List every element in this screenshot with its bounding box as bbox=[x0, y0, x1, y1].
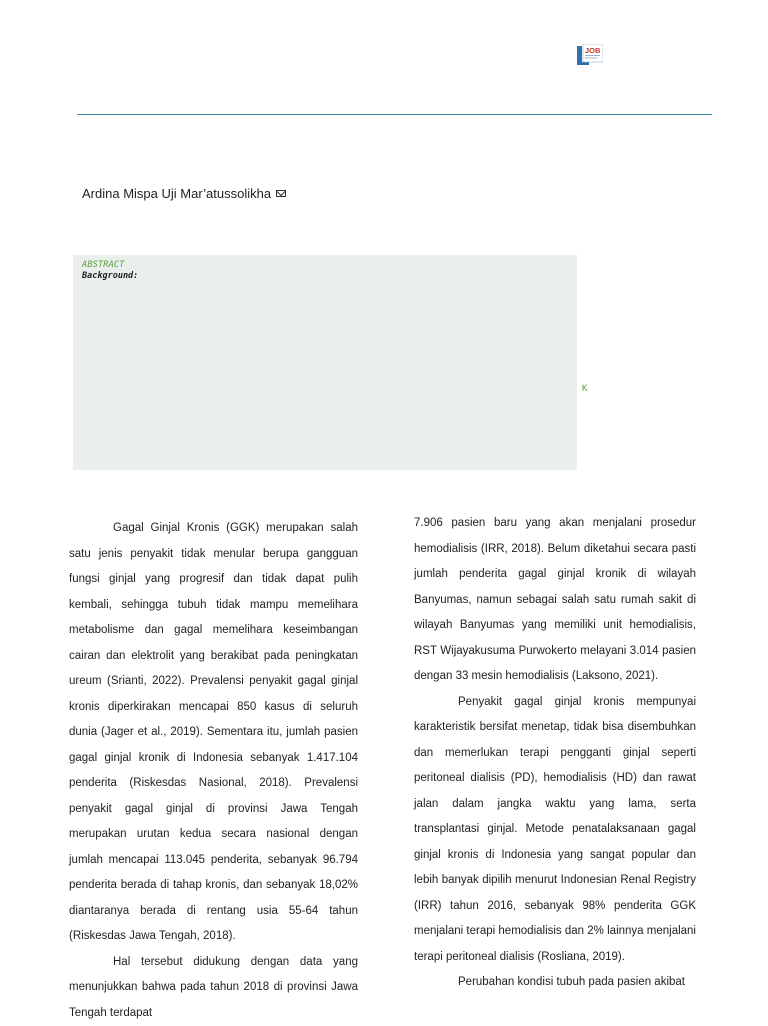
mail-icon[interactable] bbox=[276, 190, 286, 197]
paragraph: Penyakit gagal ginjal kronis mempunyai karakteristik bersifat menetap, tidak bisa disembuhkan dan memerlukan terapi pengganti ginjal seperti peritoneal dialisis (PD), hemodialisis (HD) dan rawat jalan dalam jangka waktu yang lama, serta transplantasi ginjal. Metode penatalaksanaan gagal ginjal kronis di Indonesia yang sangat popular dan lebih banyak dipilih menurut Indonesian Renal Registry (IRR) tahun 2016, sebanyak 98% penderita GGK menjalani terapi hemodialisis dan 2% lainnya menjalani terapi peritoneal dialisis (Rosliana, 2019). bbox=[414, 690, 696, 971]
background-label: Background: bbox=[82, 271, 138, 281]
author-line bbox=[82, 186, 286, 201]
paragraph: Perubahan kondisi tubuh pada pasien akibat bbox=[414, 970, 696, 996]
author-name: Ardina Mispa Uji Mar’atussolikha bbox=[82, 186, 271, 201]
paragraph: Gagal Ginjal Kronis (GGK) merupakan salah satu jenis penyakit tidak menular berupa gangguan fungsi ginjal yang progresif dan tidak dapat pulih kembali, sehingga tubuh tidak mampu memelihara metabolisme dan gagal memelihara keseimbangan cairan dan elektrolit yang berakibat pada peningkatan ureum (Srianti, 2022). Prevalensi penyakit gagal ginjal kronis diperkirakan mencapai 850 kasus di seluruh dunia (Jager et al., 2019). Sementara itu, jumlah pasien gagal ginjal kronik di Indonesia sebanyak 1.417.104 penderita (Riskesdas Nasional, 2018). Prevalensi penyakit gagal ginjal di provinsi Jawa Tengah merupakan urutan kedua secara nasional dengan jumlah mencapai 113.045 penderita, sebanyak 96.794 penderita berada di tahap kronis, dan sebanyak 18,02% diantaranya berada di rentang usia 55-64 tahun (Riskesdas Jawa Tengah, 2018). bbox=[69, 516, 358, 950]
paragraph: Hal tersebut didukung dengan data yang menunjukkan bahwa pada tahun 2018 di provinsi Jawa Tengah terdapat bbox=[69, 950, 358, 1026]
body-left-column bbox=[69, 516, 358, 1026]
abstract-heading: ABSTRACT bbox=[82, 260, 125, 270]
body-right-column bbox=[414, 511, 696, 996]
margin-mark: K bbox=[582, 384, 587, 394]
abstract-box bbox=[73, 255, 577, 470]
logo-text: JOB bbox=[585, 46, 601, 55]
header-rule bbox=[77, 114, 712, 115]
paragraph: 7.906 pasien baru yang akan menjalani prosedur hemodialisis (IRR, 2018). Belum diketahui secara pasti jumlah penderita gagal ginjal kronik di wilayah Banyumas, namun sebagai salah satu rumah sakit di wilayah Banyumas yang memiliki unit hemodialisis, RST Wijayakusuma Purwokerto melayani 3.014 pasien dengan 33 mesin hemodialisis (Laksono, 2021). bbox=[414, 511, 696, 690]
journal-logo bbox=[577, 44, 603, 67]
